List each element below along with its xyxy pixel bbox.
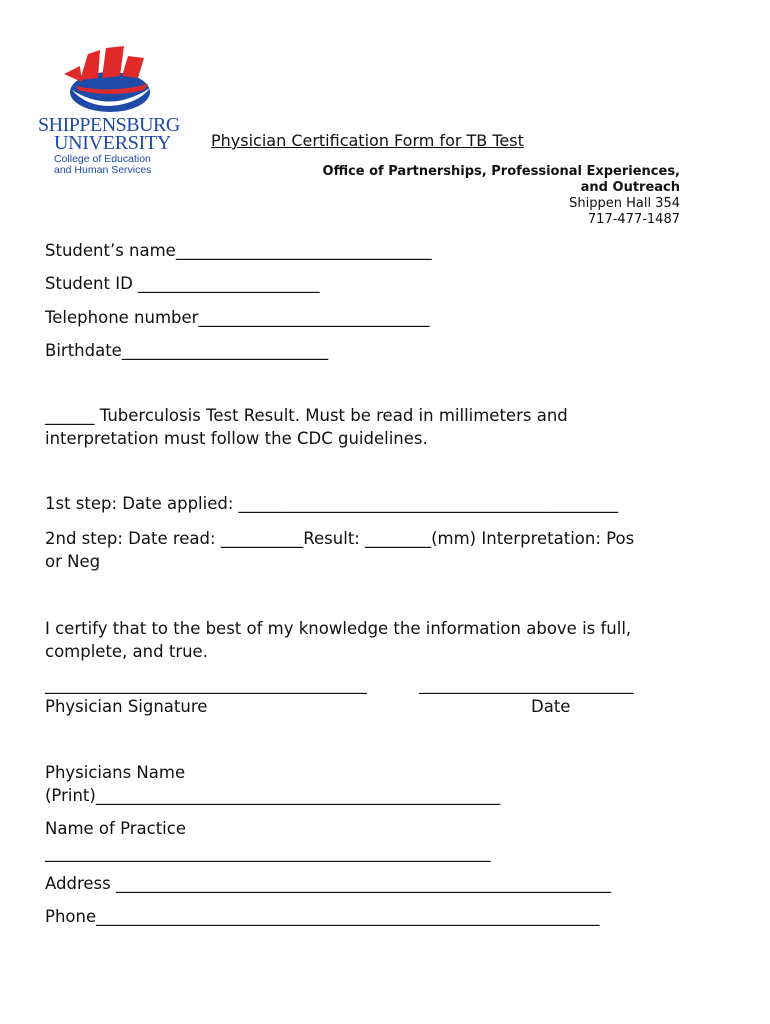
form-title: Physician Certification Form for TB Test — [211, 131, 524, 150]
logo-wordmark-line1: SHIPPENSBURG — [38, 114, 180, 136]
office-info — [323, 164, 680, 228]
logo-wordmark-line2: UNIVERSITY — [54, 132, 171, 154]
tb-result-field[interactable]: ______ Tuberculosis Test Result. Must be read in millimeters and — [45, 406, 568, 425]
telephone-field[interactable]: Telephone number____________________________ — [45, 308, 430, 327]
physician-name-label: Physicians Name — [45, 763, 186, 782]
office-name-line2: and Outreach — [580, 180, 680, 195]
logo-college-line2: and Human Services — [54, 164, 152, 176]
date-label: Date — [531, 697, 571, 716]
physician-name-field[interactable]: (Print)_________________________________________________ — [45, 786, 501, 805]
practice-name-field[interactable]: ______________________________________________________ — [45, 843, 491, 862]
certification-statement-line2: complete, and true. — [45, 642, 208, 661]
step2-interpretation: or Neg — [45, 552, 101, 571]
certification-statement-line1: I certify that to the best of my knowledge the information above is full, — [45, 619, 632, 638]
logo-college-name — [54, 154, 151, 176]
office-name-line1: Office of Partnerships, Professional Experiences, — [322, 164, 680, 179]
office-phone: 717-477-1487 — [587, 212, 680, 227]
tb-result-instructions: interpretation must follow the CDC guidelines. — [45, 429, 428, 448]
student-name-field[interactable]: Student’s name_______________________________ — [45, 241, 432, 260]
signature-label: Physician Signature — [45, 697, 208, 716]
step1-date-field[interactable]: 1st step: Date applied: ______________________________________________ — [45, 494, 619, 513]
ship-emblem-icon — [58, 44, 158, 116]
step2-fields[interactable]: 2nd step: Date read: __________Result: ________(mm) Interpretation: Pos — [45, 529, 635, 548]
signature-line[interactable]: _______________________________________ — [45, 675, 367, 694]
university-logo — [38, 44, 188, 176]
student-id-field[interactable]: Student ID ______________________ — [45, 274, 320, 293]
office-address: Shippen Hall 354 — [569, 196, 680, 211]
address-field[interactable]: Address ____________________________________________________________ — [45, 874, 611, 893]
phone-field[interactable]: Phone_____________________________________________________________ — [45, 907, 600, 926]
practice-name-label: Name of Practice — [45, 819, 186, 838]
birthdate-field[interactable]: Birthdate_________________________ — [45, 341, 329, 360]
logo-college-line1: College of Education — [54, 153, 151, 165]
date-line[interactable]: __________________________ — [419, 675, 634, 694]
